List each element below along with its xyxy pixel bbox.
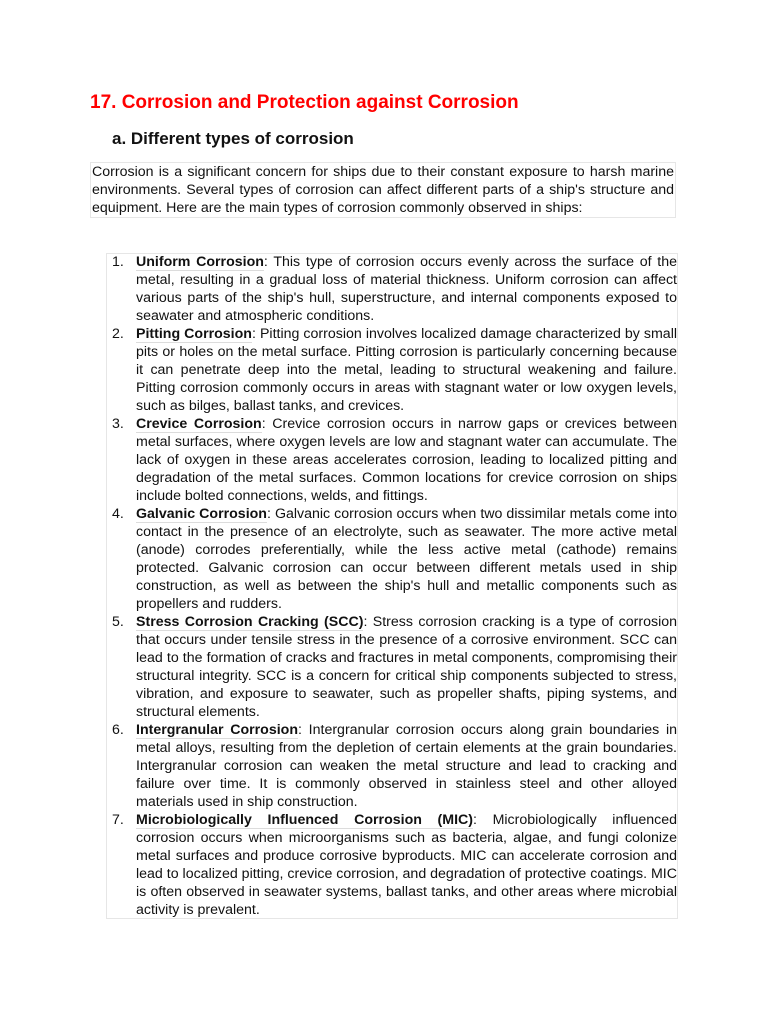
corrosion-term: Microbiologically Influenced Corrosion (MIC)	[136, 812, 473, 828]
corrosion-description: : Crevice corrosion occurs in narrow gaps or crevices between metal surfaces, where oxygen levels are low and stagnant water can accumulate. The lack of oxygen in these areas accelerates corrosion, leading to localized pitting and degradation of the metal surfaces. Common locations for crevice corrosion on ships include bolted connections, welds, and fittings.	[136, 416, 677, 504]
corrosion-term: Intergranular Corrosion	[136, 722, 299, 738]
corrosion-term: Pitting Corrosion	[136, 326, 252, 342]
corrosion-description: : Galvanic corrosion occurs when two dissimilar metals come into contact in the presence of an electrolyte, such as seawater. The more active metal (anode) corrodes preferentially, while the less active metal (cathode) remains protected. Galvanic corrosion can occur between different metals used in ship construction, as well as between the ship's hull and metallic components such as propellers and rudders.	[136, 506, 677, 612]
list-item	[106, 505, 678, 613]
corrosion-term: Crevice Corrosion	[136, 416, 262, 432]
list-item	[106, 721, 678, 811]
list-item	[106, 325, 678, 415]
corrosion-term: Uniform Corrosion	[136, 254, 264, 270]
corrosion-term: Galvanic Corrosion	[136, 506, 267, 522]
list-number: 5.	[112, 614, 124, 630]
corrosion-description: : Pitting corrosion involves localized damage characterized by small pits or holes on the metal surface. Pitting corrosion is particularly concerning because it can penetrate deep into the metal, leading to structural weakening and failure. Pitting corrosion commonly occurs in areas with stagnant water or low oxygen levels, such as bilges, ballast tanks, and crevices.	[136, 326, 678, 414]
corrosion-description: : Stress corrosion cracking is a type of corrosion that occurs under tensile stress in the presence of a corrosive environment. SCC can lead to the formation of cracks and fractures in metal components, compromising their structural integrity. SCC is a concern for critical ship components subjected to stress, vibration, and exposure to seawater, such as propeller shafts, piping systems, and structural elements.	[136, 614, 678, 720]
intro-paragraph: Corrosion is a significant concern for ships due to their constant exposure to harsh marine environments. Several types of corrosion can affect different parts of a ship's structure and equipment. Here are the main types of corrosion commonly observed in ships:	[92, 164, 674, 216]
corrosion-term: Stress Corrosion Cracking (SCC)	[136, 614, 364, 630]
corrosion-description: : This type of corrosion occurs evenly across the surface of the metal, resulting in a gradual loss of material thickness. Uniform corrosion can affect various parts of the ship's hull, superstructure, and internal components exposed to seawater and atmospheric conditions.	[136, 254, 678, 324]
list-number: 4.	[112, 506, 124, 522]
list-number: 6.	[112, 722, 124, 738]
list-number: 1.	[112, 254, 124, 270]
section-title: 17. Corrosion and Protection against Corrosion	[90, 92, 519, 113]
list-item	[106, 415, 678, 505]
corrosion-types-list	[106, 253, 678, 919]
list-item	[106, 253, 678, 325]
corrosion-description: : Intergranular corrosion occurs along grain boundaries in metal alloys, resulting from the depletion of certain elements at the grain boundaries. Intergranular corrosion can weaken the metal structure and lead to cracking and failure over time. It is commonly observed in stainless steel and other alloyed materials used in ship construction.	[136, 722, 677, 810]
list-item	[106, 811, 678, 919]
list-item	[106, 613, 678, 721]
list-number: 3.	[112, 416, 124, 432]
list-number: 2.	[112, 326, 124, 342]
corrosion-description: : Microbiologically influenced corrosion occurs when microorganisms such as bacteria, algae, and fungi colonize metal surfaces and produce corrosive byproducts. MIC can accelerate corrosion and lead to localized pitting, crevice corrosion, and degradation of protective coatings. MIC is often observed in seawater systems, ballast tanks, and other areas where microbial activity is prevalent.	[136, 812, 677, 918]
subsection-title: a. Different types of corrosion	[112, 129, 354, 148]
list-number: 7.	[112, 812, 124, 828]
